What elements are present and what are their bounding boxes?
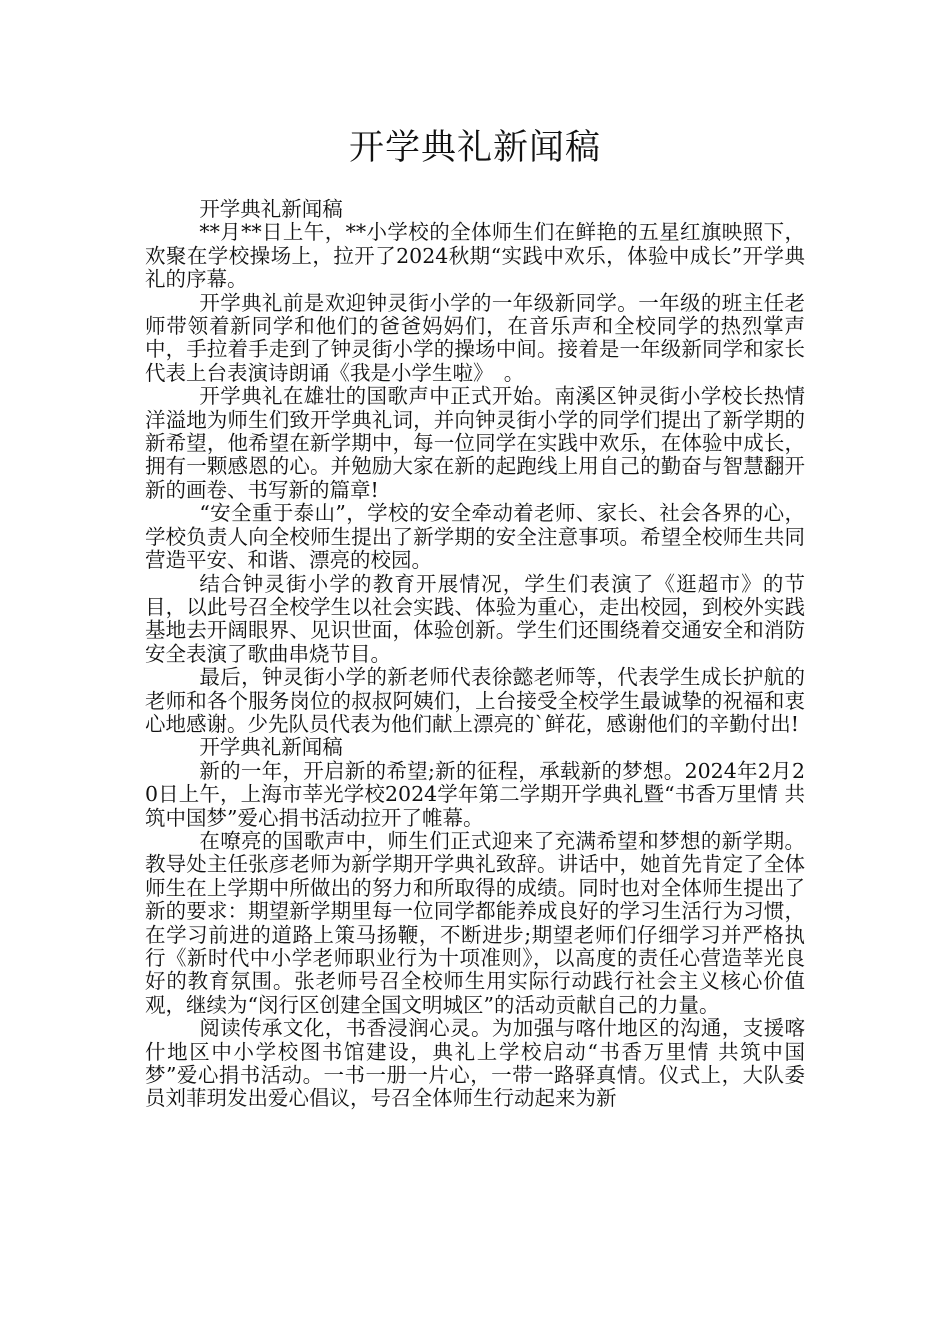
document-body — [145, 198, 805, 1111]
document-title: 开学典礼新闻稿 — [348, 128, 601, 168]
paragraph: 最后，钟灵街小学的新老师代表徐懿老师等，代表学生成长护航的老师和各个服务岗位的叔叔阿姨们，上台接受全校学生最诚挚的祝福和衷心地感谢。少先队员代表为他们献上漂亮的`鲜花，感谢他们的辛勤付出! — [145, 665, 805, 736]
paragraph: 新的一年，开启新的希望;新的征程，承载新的梦想。2024年2月20日上午，上海市莘光学校2024学年第二学期开学典礼暨“书香万里情 共筑中国梦”爱心捐书活动拉开了帷幕。 — [145, 758, 805, 830]
paragraph-subheading-1: 开学典礼新闻稿 — [199, 197, 343, 221]
document-page — [145, 120, 805, 1111]
paragraph: “安全重于泰山”，学校的安全牵动着老师、家长、社会各界的心，学校负责人向全校师生提出了新学期的安全注意事项。希望全校师生共同营造平安、和谐、漂亮的校园。 — [145, 501, 805, 573]
paragraph: **月**日上午，**小学校的全体师生们在鲜艳的五星红旗映照下，欢聚在学校操场上，拉开了2024秋期“实践中欢乐，体验中成长”开学典礼的序幕。 — [145, 220, 805, 292]
paragraph-subheading-2: 开学典礼新闻稿 — [199, 735, 343, 760]
paragraph: 阅读传承文化，书香浸润心灵。为加强与喀什地区的沟通，支援喀什地区中小学校图书馆建设，典礼上学校启动“书香万里情 共筑中国梦”爱心捐书活动。一书一册一片心，一带一路驿真情。仪式上，大队委员刘菲玥发出爱心倡议，号召全体师生行动起来为新 — [145, 1016, 805, 1111]
paragraph: 结合钟灵街小学的教育开展情况，学生们表演了《逛超市》的节目，以此号召全校学生以社会实践、体验为重心，走出校园，到校外实践基地去开阔眼界、见识世面，体验创新。学生们还围绕着交通安全和消防安全表演了歌曲串烧节目。 — [145, 571, 805, 666]
paragraph: 在嘹亮的国歌声中，师生们正式迎来了充满希望和梦想的新学期。教导处主任张彦老师为新学期开学典礼致辞。讲话中，她首先肯定了全体师生在上学期中所做出的努力和所取得的成绩。同时也对全体师生提出了新的要求：期望新学期里每一位同学都能养成良好的学习生活行为习惯，在学习前进的道路上策马扬鞭，不断进步;期望老师们仔细学习并严格执行《新时代中小学老师职业行为十项准则》，以高度的责任心营造莘光良好的教育氛围。张老师号召全校师生用实际行动践行社会主义核心价值观，继续为“闵行区创建全国文明城区”的活动贡献自己的力量。 — [145, 828, 805, 1017]
paragraph: 开学典礼前是欢迎钟灵街小学的一年级新同学。一年级的班主任老师带领着新同学和他们的爸爸妈妈们，在音乐声和全校同学的热烈掌声中，手拉着手走到了钟灵街小学的操场中间。接着是一年级新同学和家长代表上台表演诗朗诵《我是小学生啦》 。 — [145, 290, 805, 385]
paragraph: 开学典礼在雄壮的国歌声中正式开始。南溪区钟灵街小学校长热情洋溢地为师生们致开学典礼词，并向钟灵街小学的同学们提出了新学期的新希望，他希望在新学期中，每一位同学在实践中欢乐，在体验中成长，拥有一颗感恩的心。并勉励大家在新的起跑线上用自己的勤奋与智慧翻开新的画卷、书写新的篇章! — [145, 384, 805, 502]
